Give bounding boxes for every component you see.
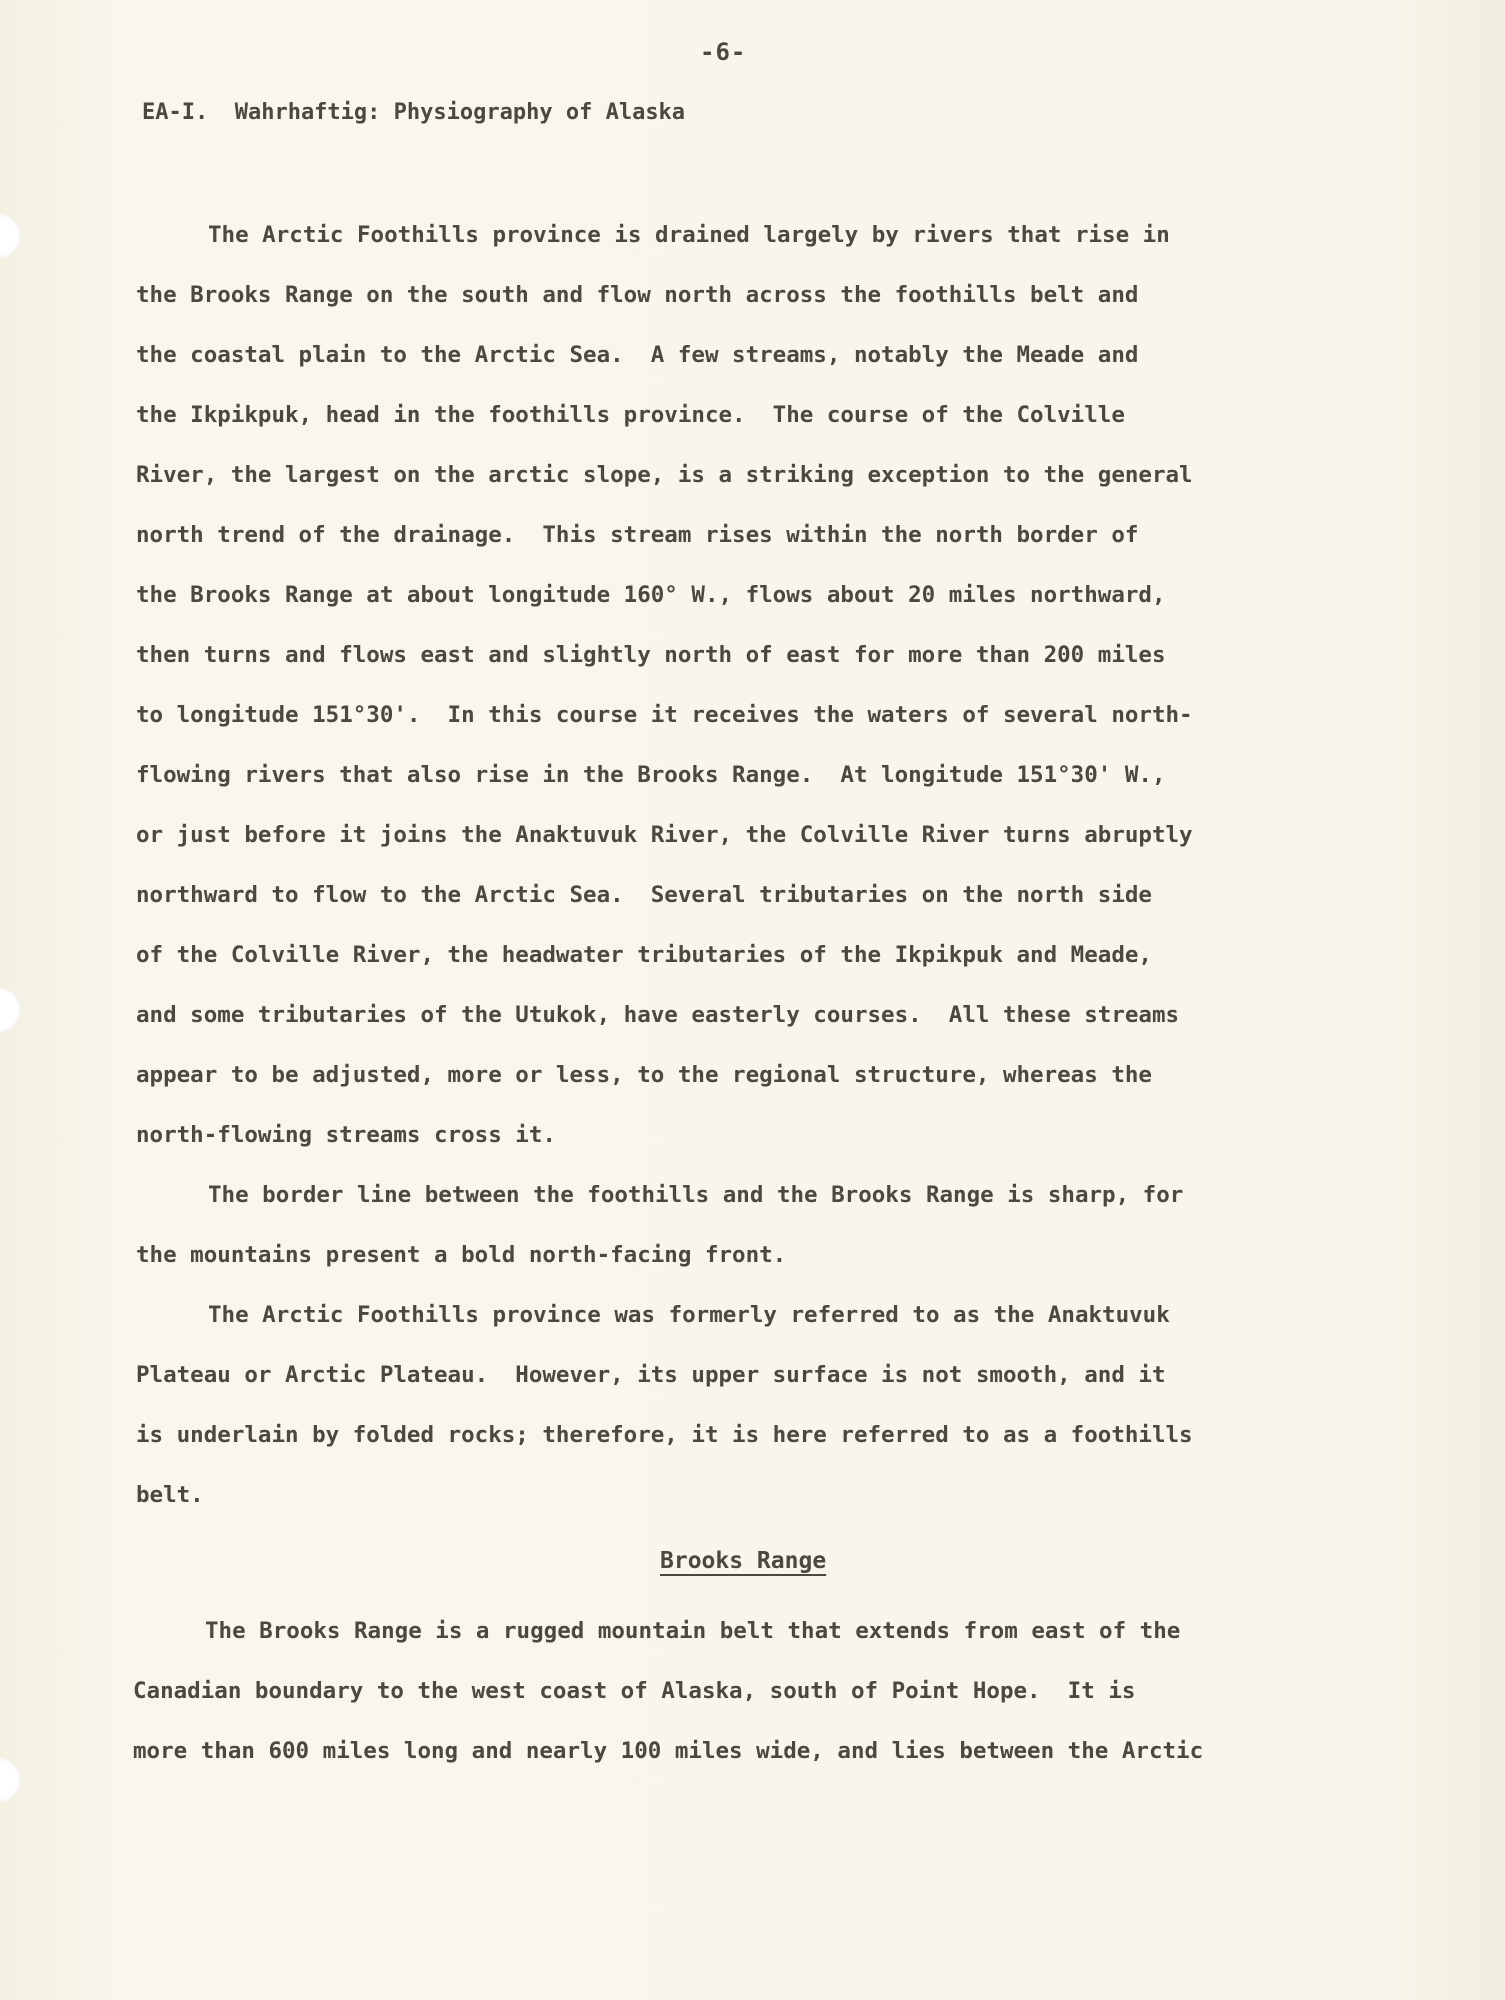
text-line: Plateau or Arctic Plateau. However, its upper surface is not smooth, and it xyxy=(136,1362,1166,1388)
text-line: and some tributaries of the Utukok, have easterly courses. All these streams xyxy=(136,1002,1180,1028)
text-line: appear to be adjusted, more or less, to the regional structure, whereas the xyxy=(136,1062,1152,1088)
text-line: to longitude 151°30'. In this course it receives the waters of several north- xyxy=(136,702,1193,728)
text-line: the mountains present a bold north-facing front. xyxy=(136,1242,787,1268)
text-line: the Brooks Range on the south and flow north across the foothills belt and xyxy=(136,282,1139,308)
text-line: is underlain by folded rocks; therefore, it is here referred to as a foothills xyxy=(136,1422,1193,1448)
body-text xyxy=(136,217,1336,1537)
text-line: or just before it joins the Anaktuvuk River, the Colville River turns abruptly xyxy=(136,822,1193,848)
text-line: then turns and flows east and slightly north of east for more than 200 miles xyxy=(136,642,1166,668)
text-line: north-flowing streams cross it. xyxy=(136,1122,556,1148)
text-line: north trend of the drainage. This stream rises within the north border of xyxy=(136,522,1139,548)
punch-hole xyxy=(0,214,22,258)
text-line: The Arctic Foothills province is drained largely by rivers that rise in xyxy=(208,222,1170,248)
punch-hole xyxy=(0,1758,22,1802)
text-line: flowing rivers that also rise in the Brooks Range. At longitude 151°30' W., xyxy=(136,762,1166,788)
running-header: EA-I. Wahrhaftig: Physiography of Alaska xyxy=(142,100,686,125)
text-line: of the Colville River, the headwater tributaries of the Ikpikpuk and Meade, xyxy=(136,942,1152,968)
text-line: the coastal plain to the Arctic Sea. A few streams, notably the Meade and xyxy=(136,342,1139,368)
punch-hole xyxy=(0,988,22,1032)
text-line: the Ikpikpuk, head in the foothills province. The course of the Colville xyxy=(136,402,1125,428)
text-line: The Arctic Foothills province was formerly referred to as the Anaktuvuk xyxy=(208,1302,1170,1328)
section-body xyxy=(133,1613,1383,1793)
text-line: the Brooks Range at about longitude 160° W., flows about 20 miles northward, xyxy=(136,582,1166,608)
text-line: Canadian boundary to the west coast of Alaska, south of Point Hope. It is xyxy=(133,1678,1136,1704)
text-line: River, the largest on the arctic slope, is a striking exception to the general xyxy=(136,462,1193,488)
text-line: belt. xyxy=(136,1482,204,1508)
page-number: -6- xyxy=(700,38,747,66)
text-line: The border line between the foothills and the Brooks Range is sharp, for xyxy=(208,1182,1184,1208)
text-line: The Brooks Range is a rugged mountain belt that extends from east of the xyxy=(205,1618,1181,1644)
text-line: northward to flow to the Arctic Sea. Several tributaries on the north side xyxy=(136,882,1152,908)
section-heading: Brooks Range xyxy=(660,1548,827,1574)
text-line: more than 600 miles long and nearly 100 miles wide, and lies between the Arctic xyxy=(133,1738,1204,1764)
